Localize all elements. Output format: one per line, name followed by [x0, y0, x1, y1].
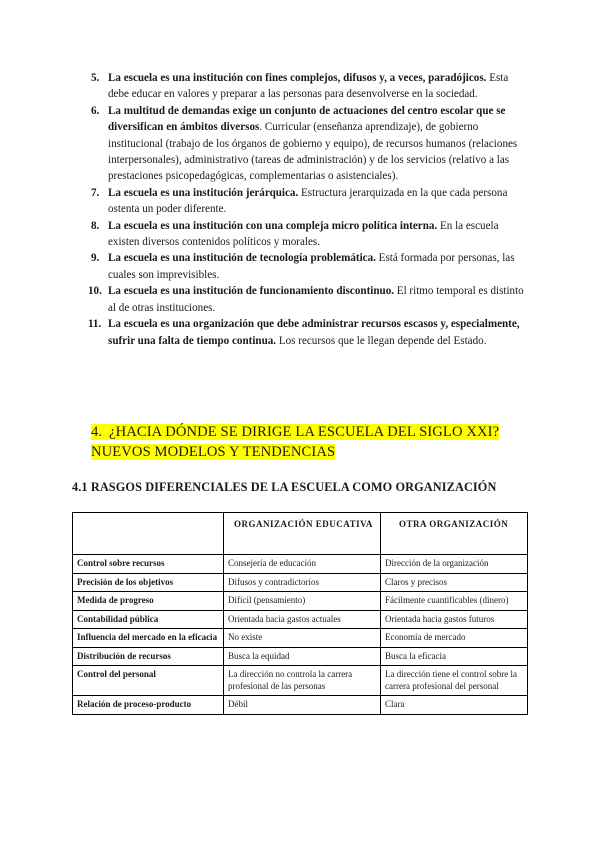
item-number: 11. [88, 318, 102, 331]
comparison-table [72, 512, 528, 715]
item-lead: La escuela es una institución de tecnología problemática. [108, 252, 376, 265]
item-text: Esta debe educar en valores y preparar a las personas para desenvolverse en la sociedad. [108, 72, 509, 101]
numbered-list [88, 70, 531, 349]
section-heading [91, 422, 531, 462]
section-title-line2: NUEVOS MODELOS Y TENDENCIAS [91, 444, 336, 460]
table-cell: Claros y precisos [381, 573, 528, 592]
table-row [73, 610, 528, 629]
item-lead: La escuela es una organización que debe administrar recursos escasos y, especialmente, sufrir una falta de tiempo continua. [108, 318, 520, 347]
table-header-row [73, 513, 528, 555]
item-text: Estructura jerarquizada en la que cada persona ostenta un poder diferente. [108, 186, 508, 216]
item-lead: La escuela es una institución jerárquica. [108, 186, 299, 199]
section-title-line1: ¿HACIA DÓNDE SE DIRIGE LA ESCUELA DEL SIGLO XXI? [109, 424, 500, 440]
row-label: Relación de proceso-producto [73, 696, 224, 715]
item-text: Está formada por personas, las cuales son imprevisibles. [108, 252, 515, 281]
item-text: El ritmo temporal es distinto al de otras instituciones. [108, 285, 524, 314]
row-label: Precisión de los objetivos [73, 573, 224, 592]
list-item [88, 316, 531, 349]
table-cell: Economía de mercado [381, 629, 528, 648]
row-label: Medida de progreso [73, 592, 224, 611]
item-number: 7. [91, 186, 100, 199]
row-label: Distribución de recursos [73, 647, 224, 666]
list-item [91, 185, 531, 218]
subsection-heading: 4.1 RASGOS DIFERENCIALES DE LA ESCUELA COMO ORGANIZACIÓN [72, 480, 497, 494]
table-cell: No existe [224, 629, 381, 648]
table-cell: La dirección tiene el control sobre la carrera profesional del personal [381, 666, 528, 696]
table-row [73, 555, 528, 574]
item-lead: La escuela es una institución con fines complejos, difusos y, a veces, paradójicos. [108, 72, 487, 84]
list-item [91, 218, 531, 251]
item-lead: La escuela es una institución de funcionamiento discontinuo. [108, 285, 395, 298]
item-number: 10. [88, 285, 102, 298]
table-cell: Difícil (pensamiento) [224, 592, 381, 611]
item-text: En la escuela existen diversos contenidos políticos y morales. [108, 219, 499, 249]
table-row [73, 696, 528, 715]
table-cell: Consejería de educación [224, 555, 381, 574]
item-text: Los recursos que le llegan depende del Estado. [276, 334, 487, 347]
row-label: Influencia del mercado en la eficacia [73, 629, 224, 648]
row-label: Contabilidad pública [73, 610, 224, 629]
item-number: 9. [91, 252, 100, 265]
item-number: 6. [91, 104, 100, 117]
table-cell: Busca la eficacia [381, 647, 528, 666]
list-item [91, 103, 531, 185]
item-lead: La multitud de demandas exige un conjunto de actuaciones del centro escolar que se diversifican en ámbitos diversos [108, 104, 506, 134]
item-number: 8. [91, 219, 100, 232]
item-lead: La escuela es una institución con una compleja micro política interna. [108, 219, 438, 232]
list-item [88, 283, 531, 316]
table-row [73, 647, 528, 666]
item-text: . Curricular (enseñanza aprendizaje), de gobierno institucional (trabajo de los órganos de gobierno y equipo), de recursos humanos (relaciones interpersonales), administrativo (tareas de administración) y de los servicios (relativo a las prestaciones psicopedagógicas, complementarias o asistenciales). [108, 121, 518, 183]
table-header-cell [73, 513, 224, 555]
table-cell: La dirección no controla la carrera profesional de las personas [224, 666, 381, 696]
list-item [91, 250, 531, 283]
table-cell: Clara [381, 696, 528, 715]
table-cell: Orientada hacia gastos futuros [381, 610, 528, 629]
table-header-cell: OTRA ORGANIZACIÓN [381, 513, 528, 555]
list-item [91, 70, 531, 103]
table-cell: Busca la equidad [224, 647, 381, 666]
table-row [73, 592, 528, 611]
table-header-cell: ORGANIZACIÓN EDUCATIVA [224, 513, 381, 555]
table-cell: Débil [224, 696, 381, 715]
row-label: Control del personal [73, 666, 224, 696]
table-row [73, 629, 528, 648]
table-cell: Fácilmente cuantificables (dinero) [381, 592, 528, 611]
row-label: Control sobre recursos [73, 555, 224, 574]
table-row [73, 666, 528, 696]
table-cell: Difusos y contradictorios [224, 573, 381, 592]
table-cell: Dirección de la organización [381, 555, 528, 574]
table-row [73, 573, 528, 592]
table-cell: Orientada hacia gastos actuales [224, 610, 381, 629]
section-number: 4. [91, 424, 103, 440]
item-number: 5. [91, 72, 100, 84]
